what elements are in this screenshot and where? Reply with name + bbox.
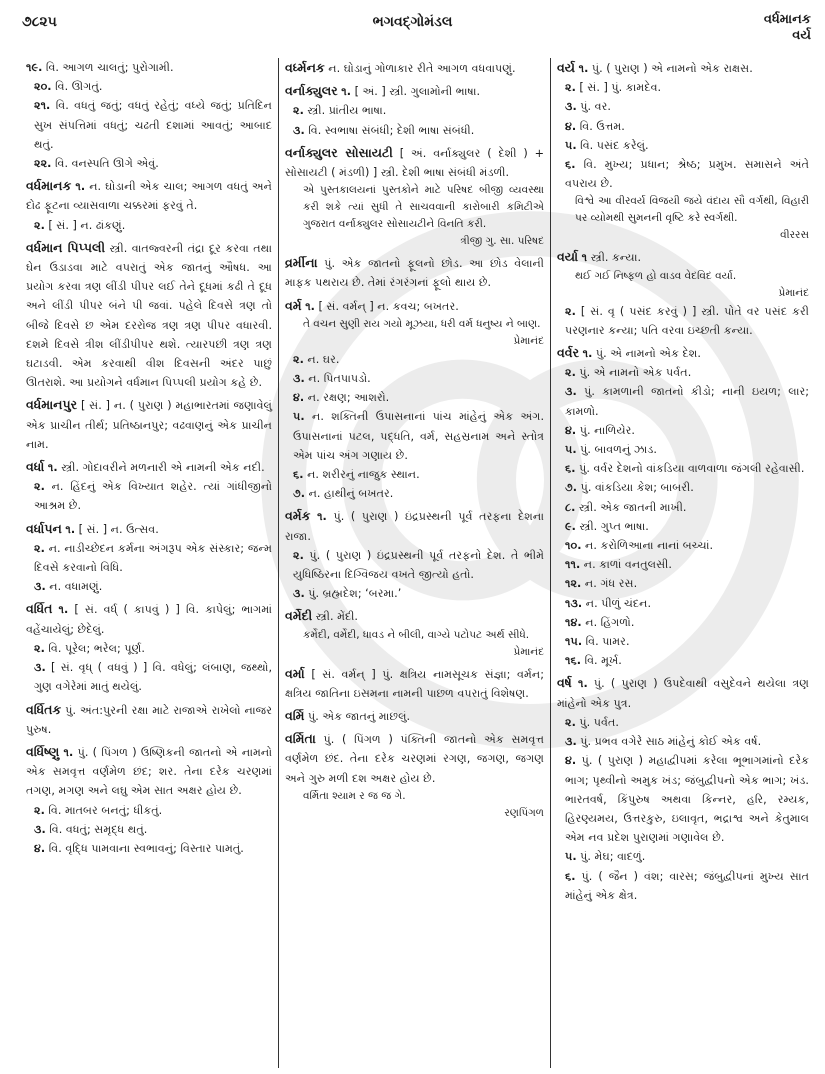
citation-quote: તે વચન સુણી રાય ગયો મૂઝયા, ધરી વર્મ ધનુષ્ય ને બાણ. (303, 317, 541, 330)
dictionary-entry (26, 742, 272, 858)
sense-number: ૩. (293, 123, 305, 137)
sense-text: સ્ત્રી. પ્રાંતીય ભાષા. (307, 104, 387, 118)
sense-text: પું. એ નામનો એક પર્વત. (579, 366, 692, 380)
sense-number: ૪. (565, 119, 577, 133)
sense-text: વિ. સ્વભાષા સંબંધી; દેશી ભાષા સંબંધી. (308, 123, 475, 137)
dictionary-entry (26, 238, 272, 393)
definition-sense (565, 155, 809, 193)
sense-number: ૨૦. (34, 80, 52, 94)
definition-sense (565, 117, 809, 136)
sense-text: વિ. આગળ ચાલતું; પુરોગામી. (45, 61, 174, 74)
dictionary-entry (26, 700, 272, 739)
dictionary-entry (557, 673, 809, 904)
citation-quote: એ પુસ્તકાલયનાં પુસ્તકોને માટે પરિષદ બીજી વ્યવસ્થા કરી શકે ત્યાં સુધી તે સાચવવાની કારોબારી કમિટીએ ગુજરાત વર્નાક્યુલર સોસાયટીને વિનતિ કરી. (303, 184, 544, 231)
sense-text: વિ. માતબર બનતું; ધીકતું. (48, 803, 163, 817)
definition-sense (34, 216, 272, 235)
sense-text: ન. ઘોડાનું ગોળાકાર રીતે આગળ વધવાપણું. (328, 62, 516, 75)
sense-text: પું. વાંકડિયા કેશ; બાબરી. (580, 481, 694, 495)
definition-sense (285, 253, 544, 292)
dictionary-entry (285, 81, 544, 140)
sense-text: વિ. પામર. (585, 635, 630, 649)
sense-text: પું. બ્રહ્મદેશ; ‘બરમા.’ (308, 587, 402, 601)
sense-text: ન. ઘર. (307, 352, 340, 366)
sense-text: વિ. પસંદ કરેલું. (580, 138, 649, 152)
headword: વર્ધમાન પિપ્પલી (26, 239, 106, 255)
sense-text: પું. વર. (580, 100, 611, 114)
dictionary-entry (26, 395, 272, 454)
citation-attribution: રણપિંગળ (504, 806, 544, 819)
sense-number: ૬. (565, 869, 576, 883)
sense-number: ૩. (293, 587, 305, 601)
definition-sense (565, 136, 809, 155)
definition-sense (34, 577, 272, 596)
sense-text: [ સં. વર્મન્ ] પું. ક્ષત્રિય નામસૂચક સંજ્ઞા; વર્મન; ક્ષત્રિય જાતિના ઇસમના નામની પાછળ વપરાતું વિશેષણ. (285, 667, 544, 700)
sense-text: પું. વર્વર દેશનો વાંકડિયા વાળવાળા જંગલી રહેવાસી. (579, 462, 805, 476)
sense-number: ૧૪. (565, 615, 582, 629)
headword: વર્મા (285, 665, 305, 681)
sense-number: ૨. (293, 548, 304, 562)
sense-text: [ અં. ] સ્ત્રી. ગુલામોની ભાષા. (354, 85, 481, 99)
dictionary-entry (557, 58, 809, 244)
dictionary-entry (557, 343, 809, 670)
sense-number: ૨૨. (34, 157, 52, 171)
sense-number: ૨. (34, 480, 45, 494)
sense-number: ૧. (578, 62, 589, 75)
sense-text: વિ. મુખ્ય; પ્રધાન; શ્રેષ્ઠ; પ્રમુખ. સમાસને અંતે વપરાય છે. (565, 158, 810, 191)
sense-number: ૭. (565, 481, 578, 495)
citation-attribution: પ્રેમાનંદ (513, 334, 544, 347)
definition-sense (34, 839, 272, 858)
sense-text: ન. ગંધ રસ. (584, 577, 638, 591)
sense-number: ૧૫. (565, 635, 583, 649)
definition-sense (565, 536, 809, 555)
sense-number: ૨. (565, 81, 576, 95)
dictionary-entry (285, 296, 544, 504)
headword: વર્ય (557, 60, 576, 75)
definition-sense (293, 484, 544, 503)
sense-number: ૫. (565, 443, 577, 457)
sense-text: સ્ત્રી. કન્યા. (590, 251, 641, 265)
citation-quote: થઈ ગઈ નિષ્ફળ હો વાડવ વેદવિદ વર્યા. (575, 269, 737, 282)
dictionary-entry (285, 606, 544, 660)
sense-number: ૪. (293, 391, 305, 405)
definition-sense (285, 664, 544, 703)
definition-sense (565, 555, 809, 574)
citation-quote: કર્મેદી, વર્મેદી, ધાવડ ને બીલી, વાગ્યે પટોપટ અર્થ સીધે. (303, 628, 530, 641)
sense-text: સ્ત્રી. ગોદાવરીને મળનારી એ નામની એક નદી. (61, 461, 265, 475)
dictionary-entry (26, 176, 272, 235)
sense-number: ૧. (341, 85, 351, 99)
sense-number: ૧. (582, 347, 593, 361)
sense-number: ૩. (34, 661, 46, 675)
headword: વર્ષ (557, 675, 572, 691)
sense-text: પું. ( પુરાણ ) ઉપદેવાથી વસુદેવને થયેલા ત્રણ માંહેનો એક પુત્ર. (557, 677, 809, 710)
sense-text: [ અં. વર્નાક્યુલર ( દેશી ) + સોસાયટી ( મંડળી) ] સ્ત્રી. દેશી ભાષા સંબંધી મંડળી. (285, 146, 544, 180)
sense-text: ન. કાળાં વનતુલસી. (583, 558, 672, 572)
sense-number: ૩. (565, 385, 577, 399)
sense-number: ૬. (293, 468, 304, 482)
sense-number: ૫. (565, 850, 577, 864)
definition-sense (26, 599, 272, 638)
sense-text: પું. કામળાની જાતનો કીડો; નાની ઇયળ; લાર; કામળો. (565, 385, 810, 418)
dictionary-entry (26, 457, 272, 516)
sense-text: [ સં. ] ન. ઉત્સવ. (78, 522, 159, 536)
sense-text: પું. અંત:પુરની રક્ષા માટે રાજાએ રાખેલો નાજર પુરુષ. (26, 703, 272, 736)
sense-text: પું. એક જાતનો ફૂલનો છોડ. આ છોડ વેલાની માફક પથરાય છે. તેમાં રંગરંગનાં ફૂલો થાય છે. (285, 257, 545, 290)
sense-number: ૧૩. (565, 596, 583, 610)
column-3 (550, 58, 815, 1068)
sense-text: ન. પીળું ચંદન. (585, 596, 652, 610)
definition-sense (293, 101, 544, 120)
definition-sense (26, 700, 272, 739)
sense-text: વિ. મૂર્ખ. (584, 654, 622, 668)
sense-text: પું. પ્રભવ વગેરે સાઠ માંહેનું કોઈ એક વર્ષ. (580, 735, 762, 749)
headword: વર્નાક્યુલર સોસાયટી (285, 144, 393, 160)
definition-sense (565, 421, 809, 440)
definition-sense (565, 632, 809, 651)
sense-number: ૮. (565, 500, 576, 514)
sense-number: ૩. (293, 372, 305, 386)
sense-text: ન. શરીરનું નાજુક સ્થાન. (307, 468, 420, 482)
headword: વર્વર (557, 345, 580, 361)
definition-sense (285, 81, 544, 101)
sense-number: ૯. (565, 519, 576, 533)
definition-sense (565, 302, 809, 340)
definition-sense (285, 729, 544, 788)
sense-text: વિ. વધતું જતું; વધતું રહેતું; વધ્યે જતું; પ્રતિદિન સુખ સંપત્તિમાં વધતું; ચઢતી દશામાં આવતું; આબાદ થતું. (34, 99, 272, 151)
headword: વર્ધમાનક (26, 178, 72, 194)
definition-sense (293, 369, 544, 388)
guide-words (764, 12, 811, 44)
definition-sense (565, 713, 809, 732)
sense-number: ૨. (34, 541, 45, 555)
definition-sense (565, 97, 809, 116)
definition-sense (26, 742, 272, 801)
sense-text: પું. ( પુરાણ ) મહાદ્વીપમાં કરેલા ભૂભાગમાંનો દરેક ભાગ; પૃથ્વીનો અમુક ખંડ; જંબુદ્વીપનો એક ભાગ; ખંડ. ભારતવર્ષ, કિંપુરુષ અથવા કિન્નર, હરિ, રમ્યક, હિરણ્યમય, ઉત્તરકુરુ, ઇલાવૃત, ભદ્રાશ્વ અને કેતુમાલ એમ નવ પ્રદેશ પુરાણમાં ગણાવેલ છે. (565, 754, 809, 845)
sense-text: વિ. ઊગતું. (55, 80, 103, 94)
sense-number: ૧૯. (26, 61, 43, 74)
sense-text: પું. ( જૈન ) વંશ; વારસ; જંબુદ્વીપનાં મુખ્ય સાત માંહેનું એક ક્ષેત્ર. (565, 869, 809, 902)
definition-sense (285, 706, 544, 726)
dictionary-entry (285, 506, 544, 603)
sense-text: ન. કરોળિઆના નાનાં બચ્ચાં. (585, 539, 714, 553)
headword: વર્મ (285, 297, 302, 313)
dictionary-columns (20, 58, 815, 1068)
definition-sense (565, 478, 809, 497)
sense-number: ૨. (565, 366, 576, 380)
definition-sense (293, 388, 544, 407)
dictionary-entry (285, 143, 544, 250)
sense-number: ૭. (293, 487, 306, 501)
headword: વર્યા (557, 249, 579, 265)
sense-number: ૨. (34, 803, 45, 817)
book-title: ભગવદ્ગોમંડલ (372, 14, 453, 30)
definition-sense (565, 517, 809, 536)
definition-sense (34, 96, 272, 154)
column-2 (278, 58, 550, 1068)
headword: વર્મેદી (285, 608, 313, 624)
sense-number: ૪. (565, 423, 577, 437)
definition-sense (26, 519, 272, 539)
sense-number: ૩. (565, 735, 577, 749)
definition-sense (26, 176, 272, 215)
sense-number: ૧૨. (565, 577, 582, 591)
definition-sense (565, 382, 809, 420)
headword: વર્મિતા (285, 731, 316, 747)
definition-sense (557, 343, 809, 363)
definition-sense (565, 574, 809, 593)
dictionary-entry (26, 58, 272, 173)
definition-sense (34, 658, 272, 696)
citation-attribution: પ્રેમાનંદ (513, 645, 544, 658)
sense-text: સ્ત્રી. એક જાતની માખી. (578, 500, 687, 514)
headword: વર્ર્મીના (285, 255, 318, 271)
dictionary-entry (557, 247, 809, 340)
sense-number: ૬. (565, 462, 576, 476)
citation-attribution: વીરરસ (780, 229, 809, 242)
sense-text: ન. નાડીચ્છેદન કર્મના અંગરૂપ એક સંસ્કાર; જન્મ દિવસે કરવાનો વિધિ. (34, 541, 272, 575)
sense-text: પું. બાવળનું ઝાડ. (580, 443, 657, 457)
sense-number: ૨. (34, 218, 45, 232)
sense-text: [ સં. વૃ ( પસંદ કરવું ) ] સ્ત્રી. પોતે વર પસંદ કરી પરણનાર કન્યા; પતિ વરવા ઇચ્છતી કન્યા. (565, 304, 809, 337)
definition-sense (565, 459, 809, 478)
sense-text: વિ. વધતું; સમૃદ્ધ થતું. (49, 822, 148, 836)
sense-text: ન. હાથીનું બખતર. (308, 487, 394, 501)
sense-number: ૩. (34, 580, 46, 594)
sense-number: ૫. (293, 410, 305, 424)
sense-number: ૧. (75, 180, 86, 194)
sense-text: [ સં. ] ન. ઢાંકણું. (48, 218, 126, 232)
sense-text: ન. શક્તિની ઉપાસનાનાં પાંચ માંહેનું એક અંગ. ઉપાસનાનાં પટલ, પદ્ધતિ, વર્મ, સહસ્રનામ અને સ્તોત્ર એમ પાંચ અંગ ગણાય છે. (293, 410, 544, 462)
sense-text: પું. ( પુરાણ ) ઇંદ્રપ્રસ્થની પૂર્વ તરફનો દેશ. તે ભીમે યુધિષ્ઠિરના દિગ્વિજય વખતે જીત્યો હતો. (293, 548, 544, 582)
definition-sense (285, 606, 544, 626)
sense-number: ૨. (565, 304, 576, 318)
sense-text: ન. હિંદનું એક વિખ્યાત શહેર. ત્યાં ગાંધીજીનો આશ્રમ છે. (34, 480, 272, 513)
headword: વર્ધ્મનક (285, 60, 325, 75)
definition-sense (565, 78, 809, 97)
dictionary-entry (285, 664, 544, 703)
definition-sense (565, 440, 809, 459)
sense-number: ૧ (581, 251, 588, 265)
dictionary-entry (26, 519, 272, 597)
headword: વર્ધા (26, 459, 45, 475)
definition-sense (34, 154, 272, 173)
sense-text: વિ. ઉત્તમ. (579, 119, 625, 133)
sense-text: [ સં. ] પું. કામદેવ. (579, 81, 662, 95)
definition-sense (293, 407, 544, 465)
definition-sense (293, 350, 544, 369)
headword: વર્ધમાનપુર (26, 397, 78, 413)
page-header (0, 0, 825, 58)
sense-number: ૧૬. (565, 654, 581, 668)
headword: વર્મિ (285, 708, 305, 724)
definition-sense (557, 673, 809, 712)
sense-text: ન. ઘોડાની એક ચાલ; આગળ વધતું અને દોઢ ફૂટના વ્યાસવાળા ચક્કરમાં ફરવું તે. (26, 180, 273, 213)
sense-number: ૨. (34, 641, 45, 655)
sense-number: ૧. (58, 603, 69, 617)
headword: વર્ધાપન (26, 520, 62, 536)
headword: વર્ધિતક (26, 701, 62, 717)
headword: વર્મક (285, 508, 311, 524)
sense-text: પું. ( પુરાણ ) એ નામનો એક રાક્ષસ. (591, 62, 753, 75)
sense-text: વિ. વૃદ્ધિ પામવાના સ્વભાવનું; વિસ્તાર પામતું. (48, 841, 244, 855)
sense-text: [ સં. વર્ધ્ ( કાપવું ) ] વિ. કાપેલું; ભાગમાં વહેંચાયેલું; છેદેલું. (26, 603, 272, 636)
sense-number: ૪. (565, 754, 577, 768)
definition-sense (565, 613, 809, 632)
sense-number: ૧. (65, 522, 76, 536)
definition-sense (293, 584, 544, 603)
sense-number: ૪. (34, 841, 46, 855)
definition-sense (34, 477, 272, 515)
definition-sense (34, 539, 272, 577)
definition-sense (26, 457, 272, 477)
sense-number: ૫. (565, 138, 577, 152)
definition-sense (293, 546, 544, 584)
definition-sense (26, 238, 272, 393)
sense-number: ૬. (565, 158, 576, 172)
definition-sense (565, 732, 809, 751)
definition-sense (293, 465, 544, 484)
guide-word-bottom: વર્ય (792, 28, 811, 43)
sense-text: [ સં. વૃધ્ ( વધવું ) ] વિ. વધેલું; લંબાણ, જથ્થો, ગુણ વગેરેમાં માતું થયેલું. (34, 661, 272, 694)
sense-text: પું. ( પિંગળ ) પંક્તિની જાતનો એક સમવૃત્ત વર્ણમેળ છંદ. તેના દરેક ચરણમાં રગણ, જગણ, જગણ અને ગુરુ મળી દશ અક્ષર હોય છે. (285, 733, 544, 785)
sense-text: વિ. પૂરેલ; ભરેલ; પૂર્ણ. (48, 641, 145, 655)
sense-text: ન. વધામણું. (49, 580, 103, 594)
column-1 (20, 58, 278, 1068)
definition-sense (557, 247, 809, 267)
sense-number: ૩. (565, 100, 577, 114)
sense-number: ૩. (34, 822, 46, 836)
sense-text: પું. મેઘ; વાદળું. (580, 850, 646, 864)
sense-number: ૨. (565, 715, 576, 729)
guide-word-top: વર્ધમાનક (763, 12, 811, 27)
dictionary-entry (285, 729, 544, 822)
page-number: ૭૮૨૫ (22, 14, 57, 30)
sense-text: [ સં. ] ન. ( પુરાણ ) મહાભારતમાં જણાવેલું એક પ્રાચીન તીર્થ; પ્રતિષ્ઠાનપુર; વઢવાણનું એક પ્રાચીન નામ. (26, 399, 273, 451)
dictionary-entry (26, 599, 272, 696)
sense-text: પું. એ નામનો એક દેશ. (595, 347, 701, 361)
sense-number: ૧૦. (565, 539, 582, 553)
dictionary-entry (285, 706, 544, 726)
sense-number: ૧. (305, 299, 315, 313)
definition-sense (285, 143, 544, 182)
sense-text: પું. નાળિયેર. (579, 423, 635, 437)
headword: વર્ધિષ્ણુ (26, 743, 60, 759)
definition-sense (285, 506, 544, 545)
citation-quote: વર્મિતા શ્યામ ર જ જ ગે. (303, 789, 406, 802)
sense-number: ૧૧. (565, 558, 581, 572)
sense-number: ૨૧. (34, 99, 51, 113)
definition-sense (565, 498, 809, 517)
definition-sense (26, 58, 272, 77)
dictionary-entry (285, 58, 544, 78)
sense-text: ન. રક્ષણ; આશરો. (307, 391, 390, 405)
definition-sense (557, 58, 809, 78)
citation-attribution: પ્રેમાનંદ (778, 286, 809, 299)
definition-sense (34, 801, 272, 820)
sense-text: પું. ( પુરાણ ) ઇંદ્રપ્રસ્થની પૂર્વ તરફના દેશના રાજા. (285, 510, 545, 543)
sense-text: [ સં. વર્મન્ ] ન. કવચ; બખતર. (318, 299, 459, 313)
citation-quote: વિશ્વે આ વીરવર્ય વિજયી જયે વંદાય સૌ વર્ગથી, વિહારી પર વ્યોમથી સુમનની વૃષ્ટિ કરે સ્વર્ગથી. (575, 195, 809, 225)
sense-number: ૨. (293, 352, 304, 366)
headword: વર્ધિત (26, 601, 53, 617)
sense-text: સ્ત્રી. મેંદી. (315, 610, 358, 624)
definition-sense (565, 751, 809, 847)
sense-text: સ્ત્રી. વાતજ્વરની તંદ્રા દૂર કરવા તથા ઘેન ઉડાડવા માટે વપરાતું એક જાતનું ઔષધ. આ પ્રયોગ કરવા ત્રણ લીંડી પીપર લઈ તેને દૂધમાં કઢી તે દૂધ અને લીંડી પીપર બંને પી જવાં. પહેલે દિવસે ત્રણ તો બીજે દિવસે છ એમ દરરોજ ત્રણ ત્રણ પીપર વધારવી. દશમે દિવસે ત્રીશ લીંડીપીપર થશે. ત્યારપછી ત્રણ ત્રણ ઘટાડવી. એમ કરવાથી વીશ દિવસની અંદર પાછું ઊતરાશે. આ પ્રયોગને વર્ધમાન પિપ્પલી પ્રયોગ કહે છે. (26, 241, 272, 390)
sense-text: પું. એક જાતનું માછલું. (308, 710, 411, 724)
definition-sense (565, 867, 809, 905)
sense-number: ૨. (293, 104, 304, 118)
sense-text: સ્ત્રી. ગુપ્ત ભાષા. (579, 519, 649, 533)
sense-number: ૧. (63, 745, 74, 759)
definition-sense (34, 639, 272, 658)
definition-sense (565, 651, 809, 670)
sense-number: ૧. (317, 510, 327, 524)
definition-sense (34, 820, 272, 839)
citation-attribution: ત્રીજી ગુ. સા. પરિષદ (460, 235, 544, 248)
dictionary-entry (285, 253, 544, 292)
definition-sense (34, 77, 272, 96)
sense-text: પું. ( પિંગળ ) ઉષ્ણિકની જાતનો એ નામનો એક સમવૃત્ત વર્ણમેળ છંદ; શર. તેના દરેક ચરણમાં તગણ, મગણ અને લઘુ એમ સાત અક્ષર હોય છે. (26, 745, 272, 798)
sense-text: વિ. વનસ્પતિ ઊગે એવું. (54, 157, 159, 171)
definition-sense (565, 363, 809, 382)
sense-text: ન. પિતપાપડો. (308, 372, 371, 386)
definition-sense (565, 594, 809, 613)
sense-number: ૧. (47, 461, 58, 475)
sense-text: પું. પર્વત. (579, 715, 619, 729)
sense-text: ન. હિંગળો. (585, 615, 635, 629)
definition-sense (565, 847, 809, 866)
headword: વર્નાક્યુલર (285, 83, 338, 99)
definition-sense (285, 296, 544, 316)
definition-sense (285, 58, 544, 78)
definition-sense (293, 121, 544, 140)
sense-number: ૧. (577, 677, 588, 691)
definition-sense (26, 395, 272, 454)
